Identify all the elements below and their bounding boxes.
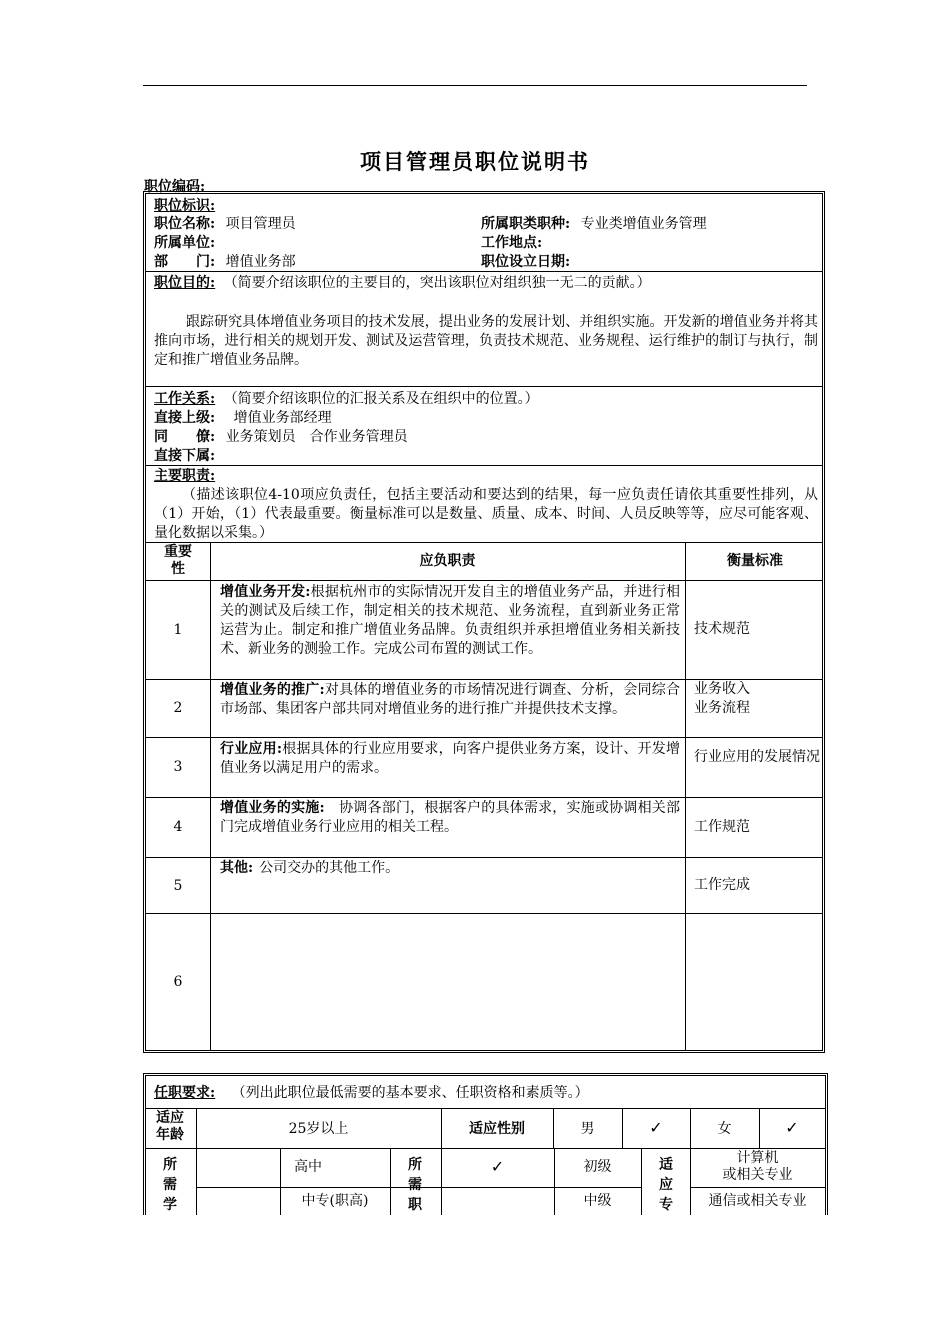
page-title: 项目管理员职位说明书 [360, 149, 590, 174]
row-divider [146, 1108, 825, 1109]
relations-hint: （简要介绍该职位的汇报关系及在组织中的位置。） [223, 391, 539, 407]
row-divider [146, 857, 822, 858]
duty-title: 增值业务的推广: [220, 682, 325, 698]
department-row [154, 253, 296, 271]
duty-text [220, 799, 680, 837]
duties-label: 主要职责: [154, 468, 216, 484]
row-divider [441, 1187, 641, 1188]
identification-label: 职位标识: [154, 198, 216, 214]
major-computer: 计算机 或相关专业 [722, 1150, 793, 1183]
duty-description: 协调各部门，根据客户的具体需求，实施或协调相关部门完成增值业务行业应用的相关工程。 [220, 800, 681, 835]
divider [146, 465, 822, 466]
requirements-header [154, 1084, 589, 1102]
duty-title: 行业应用: [220, 741, 283, 757]
duty-text [220, 740, 680, 778]
peers-value: 业务策划员 合作业务管理员 [225, 429, 408, 445]
duty-text [220, 583, 680, 659]
divider [146, 542, 822, 543]
duty-standard: 业务收入 业务流程 [694, 681, 750, 716]
location-label: 工作地点: [481, 235, 543, 251]
divider [146, 386, 822, 387]
duties-hint: （描述该职位4-10项应负责任，包括主要活动和要达到的结果，每一应负责任请依其重要性排列，从（1）开始，（1）代表最重要。衡量标准可以是数量、质量、成本、时间、人员反映等等，应尽可能客观、量化数据以采集。） [154, 487, 818, 541]
column-divider [685, 542, 686, 1050]
duty-description: 公司交办的其他工作。 [259, 860, 400, 876]
superior-value: 增值业务部经理 [233, 410, 332, 426]
duty-text [220, 859, 680, 878]
duty-standard: 行业应用的发展情况 [694, 749, 820, 765]
age-label: 适应年龄 [156, 1110, 184, 1143]
duty-description: 根据杭州市的实际情况开发自主的增值业务产品，并进行相关的测试及后续工作，制定相关的技术规范、业务流程，直到新业务正常运营为止。制定和推广增值业务品牌。负责组织并承担增值业务相关新技术、新业务的测验工作。完成公司布置的测试工作。 [220, 584, 680, 657]
requirements-hint: （列出此职位最低需要的基本要求、任职资格和素质等。） [231, 1085, 589, 1101]
title-level-intermediate: 中级 [583, 1193, 612, 1209]
title-level-junior: 初级 [583, 1159, 612, 1175]
male-check-icon: ✓ [649, 1118, 663, 1137]
duty-number: 3 [173, 759, 183, 775]
row-divider [146, 797, 822, 798]
purpose-label: 职位目的: [154, 275, 216, 291]
major-label: 适应专 [659, 1157, 673, 1213]
row-divider [146, 580, 822, 581]
education-label: 所需学 [163, 1157, 177, 1213]
duty-number: 1 [173, 622, 183, 638]
superior-row [154, 409, 332, 427]
header-rule [143, 85, 807, 86]
duty-standard: 技术规范 [694, 621, 750, 637]
position-name-value: 项目管理员 [225, 216, 296, 232]
female-check-icon: ✓ [785, 1118, 799, 1137]
position-name-row [154, 215, 296, 233]
duty-description: 根据具体的行业应用要求，向客户提供业务方案，设计、开发增值业务以满足用户的需求。 [220, 741, 681, 776]
row-divider [146, 1148, 825, 1149]
department-label: 部 门: [154, 254, 216, 270]
position-code-label: 职位编码: [144, 179, 206, 195]
category-label: 所属职类职种: [481, 216, 571, 232]
male-label: 男 [580, 1121, 595, 1137]
duty-standard: 工作完成 [694, 877, 750, 893]
position-name-label: 职位名称: [154, 216, 216, 232]
column-divider [641, 1148, 642, 1215]
gender-label: 适应性别 [469, 1121, 525, 1137]
category-value: 专业类增值业务管理 [580, 216, 707, 232]
relations-header [154, 390, 539, 408]
col-header-importance: 重要性 [164, 544, 192, 577]
setup-date-label: 职位设立日期: [481, 254, 571, 270]
duty-title: 增值业务开发: [220, 584, 311, 600]
duty-number: 5 [173, 878, 183, 894]
duty-standard: 工作规范 [694, 819, 750, 835]
column-divider [210, 542, 211, 1050]
department-value: 增值业务部 [225, 254, 296, 270]
title-requirement-label: 所需职 [408, 1157, 422, 1213]
major-telecom: 通信或相关专业 [708, 1193, 807, 1209]
duty-number: 2 [173, 700, 183, 716]
female-label: 女 [717, 1121, 732, 1137]
duty-description: 对具体的增值业务的市场情况进行调查、分析，会同综合市场部、集团客户部共同对增值业务的进行推广并提供技术支撑。 [220, 682, 681, 717]
divider [146, 271, 822, 272]
unit-label: 所属单位: [154, 235, 216, 251]
duty-number: 4 [173, 819, 183, 835]
category-row [481, 215, 707, 233]
education-level-vocational: 中专(职高) [301, 1193, 369, 1209]
column-divider [390, 1148, 391, 1215]
row-divider [146, 737, 822, 738]
peers-label: 同 僚: [154, 429, 216, 445]
row-divider [690, 1187, 825, 1188]
duty-title: 其他: [220, 860, 254, 876]
purpose-text: 跟踪研究具体增值业务项目的技术发展，提出业务的发展计划、并组织实施。开发新的增值业务并将其推向市场，进行相关的规划开发、测试及运营管理，负责技术规范、业务规程、运行维护的制订与执行，制定和推广增值业务品牌。 [154, 314, 818, 368]
age-value: 25岁以上 [288, 1121, 349, 1137]
duty-text [220, 681, 680, 719]
peers-row [154, 428, 408, 446]
row-divider [146, 913, 822, 914]
title-check-icon: ✓ [490, 1157, 505, 1176]
education-level-high-school: 高中 [294, 1159, 322, 1175]
col-header-duty: 应负职责 [419, 553, 476, 569]
duty-number: 6 [173, 974, 183, 990]
subordinate-label: 直接下属: [154, 448, 216, 464]
duty-title: 增值业务的实施: [220, 800, 325, 816]
superior-label: 直接上级: [154, 410, 216, 426]
relations-label: 工作关系: [154, 391, 216, 407]
purpose-header [154, 274, 651, 292]
col-header-standard: 衡量标准 [727, 553, 783, 569]
purpose-hint: （简要介绍该职位的主要目的，突出该职位对组织独一无二的贡献。） [223, 275, 651, 291]
requirements-label: 任职要求: [154, 1085, 216, 1101]
